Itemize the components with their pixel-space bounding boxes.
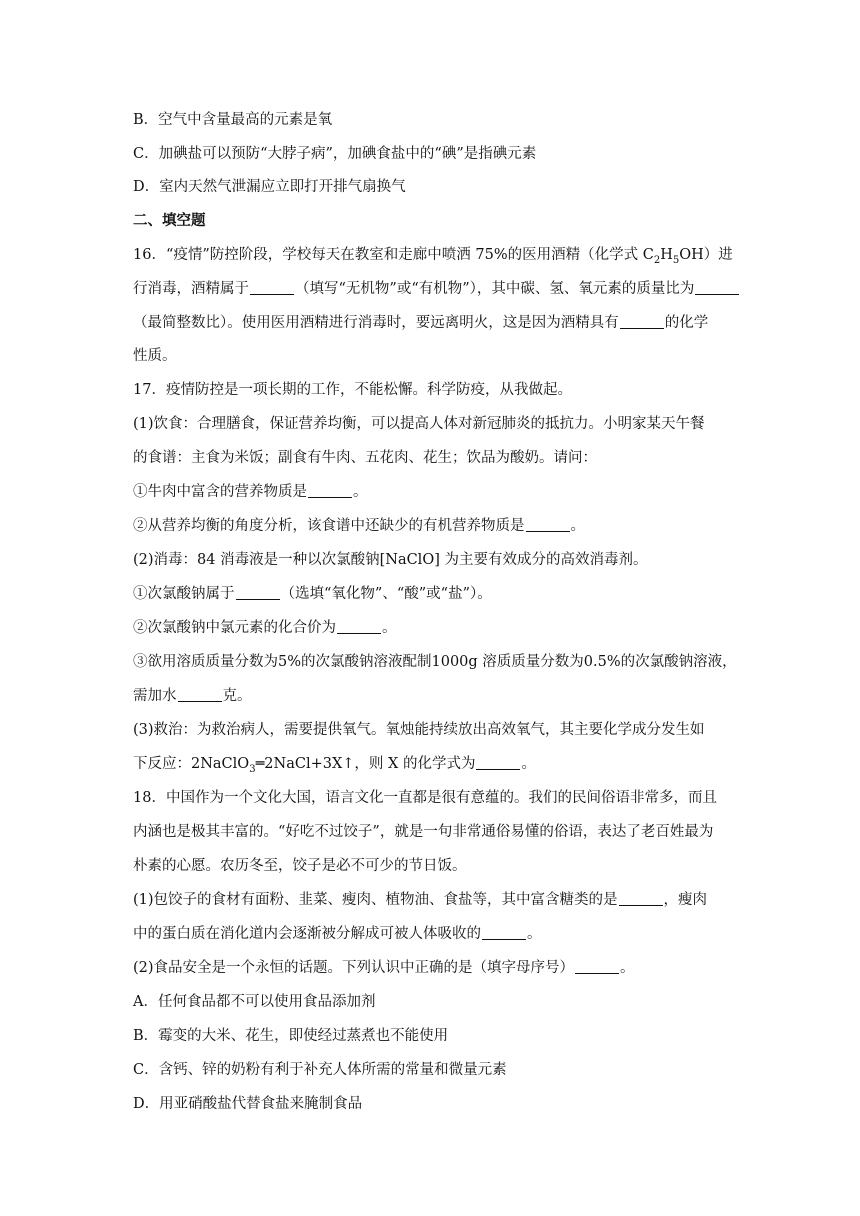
q17-p3-line-1: (3)救治：为救治病人，需要提供氧气。氧烛能持续放出高效氧气，其主要化学成分发生如 bbox=[133, 722, 705, 738]
q15-option-b: B．空气中含量最高的元素是氧 bbox=[133, 112, 333, 128]
answer-blank[interactable] bbox=[526, 516, 570, 532]
answer-blank[interactable] bbox=[250, 279, 294, 295]
answer-blank[interactable] bbox=[178, 686, 222, 702]
q17-p2-q2: ②次氯酸钠中氯元素的化合价为 。 bbox=[133, 620, 397, 636]
q15-option-d: D．室内天然气泄漏应立即打开排气扇换气 bbox=[133, 179, 406, 195]
q18-intro-line-3: 朴素的心愿。农历冬至，饺子是必不可少的节日饭。 bbox=[133, 858, 467, 874]
q16-line-3: （最简整数比）。使用医用酒精进行消毒时，要远离明火，这是因为酒精具有 的化学 bbox=[133, 315, 709, 331]
answer-blank[interactable] bbox=[476, 754, 520, 770]
q16-line-4: 性质。 bbox=[133, 348, 177, 364]
q17-p2-q3-line-1: ③欲用溶质质量分数为5%的次氯酸钠溶液配制1000g 溶质质量分数为0.5%的次氯酸钠溶液， bbox=[133, 654, 737, 670]
answer-blank[interactable] bbox=[619, 890, 663, 906]
q17-p1-q1: ①牛肉中富含的营养物质是 。 bbox=[133, 484, 368, 500]
q18-option-c: C．含钙、锌的奶粉有利于补充人体所需的常量和微量元素 bbox=[133, 1062, 507, 1078]
q16-line-2: 行消毒，酒精属于 （填写“无机物”或“有机物”），其中碳、氢、氧元素的质量比为 bbox=[133, 278, 733, 300]
q17-p1-q2: ②从营养均衡的角度分析，该食谱中还缺少的有机营养物质是 。 bbox=[133, 518, 585, 534]
q18-option-d: D．用亚硝酸盐代替食盐来腌制食品 bbox=[133, 1096, 363, 1112]
q17-p1-line-1: (1)饮食：合理膳食，保证营养均衡，可以提高人体对新冠肺炎的抵抗力。小明家某天午餐 bbox=[133, 416, 705, 432]
q17-p2-q1: ①次氯酸钠属于 （选填“氧化物”、“酸”或“盐”）。 bbox=[133, 586, 492, 602]
q18-p2-line-1: (2)食品安全是一个永恒的话题。下列认识中正确的是（填字母序号） 。 bbox=[133, 960, 635, 976]
answer-blank[interactable] bbox=[308, 482, 352, 498]
q17-p3-line-2: 下反应：2NaClO$_3$═2NaCl+3X↑，则 X 的化学式为 。 bbox=[133, 756, 536, 775]
section-title: 二、填空题 bbox=[133, 212, 206, 229]
q18-p1-line-2: 中的蛋白质在消化道内会逐渐被分解成可被人体吸收的 。 bbox=[133, 926, 542, 942]
q17-intro: 17．疫情防控是一项长期的工作，不能松懈。科学防疫，从我做起。 bbox=[133, 382, 572, 398]
q16-line-1: 16．“疫情”防控阶段，学校每天在教室和走廊中喷洒 75%的医用酒精（化学式 $C_2H_5OH$）进 bbox=[133, 247, 733, 266]
answer-blank[interactable] bbox=[337, 618, 381, 634]
q17-p1-line-2: 的食谱：主食为米饭；副食有牛肉、五花肉、花生；饮品为酸奶。请问： bbox=[133, 450, 597, 466]
q18-intro-line-2: 内涵也是极其丰富的。“好吃不过饺子”，就是一句非常通俗易懂的俗语，表达了老百姓最为 bbox=[133, 824, 714, 840]
answer-blank[interactable] bbox=[620, 313, 664, 329]
q17-p2-q3-line-2: 需加水 克。 bbox=[133, 688, 252, 704]
q18-option-b: B．霉变的大米、花生，即使经过蒸煮也不能使用 bbox=[133, 1028, 449, 1044]
answer-blank[interactable] bbox=[695, 279, 739, 295]
answer-blank[interactable] bbox=[236, 584, 280, 600]
answer-blank[interactable] bbox=[482, 924, 526, 940]
q15-option-c: C．加碘盐可以预防“大脖子病”，加碘食盐中的“碘”是指碘元素 bbox=[133, 146, 537, 162]
q17-p2-line-1: (2)消毒：84 消毒液是一种以次氯酸钠[NaClO] 为主要有效成分的高效消毒剂。 bbox=[133, 552, 648, 568]
q18-p1-line-1: (1)包饺子的食材有面粉、韭菜、瘦肉、植物油、食盐等，其中富含糖类的是 ，瘦肉 bbox=[133, 892, 708, 908]
q18-option-a: A．任何食品都不可以使用食品添加剂 bbox=[133, 994, 376, 1010]
answer-blank[interactable] bbox=[575, 958, 619, 974]
q18-intro-line-1: 18．中国作为一个文化大国，语言文化一直都是很有意蕴的。我们的民间俗语非常多，而且 bbox=[133, 790, 717, 806]
